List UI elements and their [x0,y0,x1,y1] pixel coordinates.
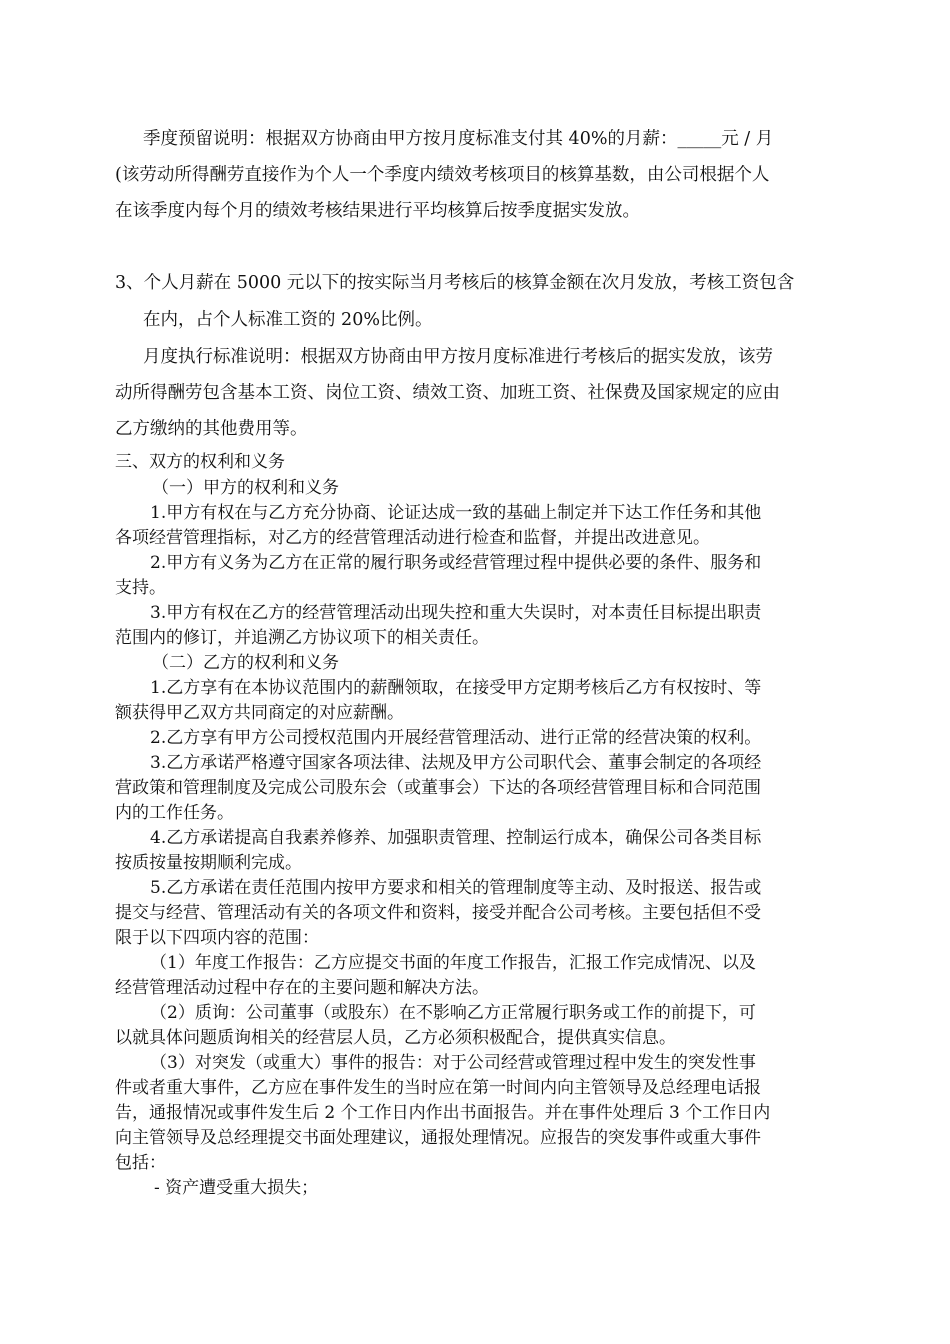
paragraph-line: 各项经营管理指标，对乙方的经营管理活动进行检查和监督，并提出改进意见。 [115,528,710,548]
paragraph-line: 限于以下四项内容的范围： [115,928,319,948]
paragraph-line: 经营管理活动过程中存在的主要问题和解决方法。 [115,978,489,998]
paragraph-line: （1）年度工作报告：乙方应提交书面的年度工作报告，汇报工作完成情况、以及 [150,953,756,973]
paragraph-line: 季度预留说明：根据双方协商由甲方按月度标准支付其 40%的月薪：_____元 / 月 [143,129,774,149]
subsection-heading: （一）甲方的权利和义务 [152,478,339,498]
paragraph-line: 2.甲方有义务为乙方在正常的履行职务或经营管理过程中提供必要的条件、服务和 [150,553,762,573]
paragraph-line: （2）质询：公司董事（或股东）在不影响乙方正常履行职务或工作的前提下，可 [150,1003,756,1023]
paragraph-line: 5.乙方承诺在责任范围内按甲方要求和相关的管理制度等主动、及时报送、报告或 [150,878,762,898]
paragraph-line: 包括： [115,1153,166,1173]
paragraph-line: （3）对突发（或重大）事件的报告：对于公司经营或管理过程中发生的突发性事 [150,1053,756,1073]
paragraph-line: 额获得甲乙双方共同商定的对应薪酬。 [115,703,404,723]
paragraph-line: 按质按量按期顺利完成。 [115,853,302,873]
paragraph-line: 3.甲方有权在乙方的经营管理活动出现失控和重大失误时，对本责任目标提出职责 [150,603,762,623]
paragraph-line: 内的工作任务。 [115,803,234,823]
paragraph-line: 1.乙方享有在本协议范围内的薪酬领取，在接受甲方定期考核后乙方有权按时、等 [150,678,762,698]
paragraph-line: 2.乙方享有甲方公司授权范围内开展经营管理活动、进行正常的经营决策的权利。 [150,728,762,748]
paragraph-line: 3.乙方承诺严格遵守国家各项法律、法规及甲方公司职代会、董事会制定的各项经 [150,753,762,773]
paragraph-line: 件或者重大事件，乙方应在事件发生的当时应在第一时间内向主管领导及总经理电话报 [115,1078,761,1098]
paragraph-line: 告，通报情况或事件发生后 2 个工作日内作出书面报告。并在事件处理后 3 个工作日内 [115,1103,771,1123]
paragraph-line: 乙方缴纳的其他费用等。 [115,419,308,439]
paragraph-line: 在内，占个人标准工资的 20%比例。 [143,310,433,330]
paragraph-line: 向主管领导及总经理提交书面处理建议，通报处理情况。应报告的突发事件或重大事件 [115,1128,761,1148]
paragraph-line: 4.乙方承诺提高自我素养修养、加强职责管理、控制运行成本，确保公司各类目标 [150,828,762,848]
subsection-heading: （二）乙方的权利和义务 [152,653,339,673]
paragraph-line: (该劳动所得酬劳直接作为个人一个季度内绩效考核项目的核算基数，由公司根据个人 [115,165,770,185]
paragraph-line: 支持。 [115,578,166,598]
section-heading: 三、双方的权利和义务 [115,452,285,472]
paragraph-line: 1.甲方有权在与乙方充分协商、论证达成一致的基础上制定并下达工作任务和其他 [150,503,762,523]
paragraph-line: 动所得酬劳包含基本工资、岗位工资、绩效工资、加班工资、社保费及国家规定的应由 [115,383,780,403]
paragraph-line: 在该季度内每个月的绩效考核结果进行平均核算后按季度据实发放。 [115,201,640,221]
paragraph-line: 3、个人月薪在 5000 元以下的按实际当月考核后的核算金额在次月发放，考核工资包含 [115,273,795,293]
paragraph-line: 营政策和管理制度及完成公司股东会（或董事会）下达的各项经营管理目标和合同范围 [115,778,761,798]
list-item: - 资产遭受重大损失； [154,1178,319,1198]
paragraph-line: 月度执行标准说明：根据双方协商由甲方按月度标准进行考核后的据实发放，该劳 [143,347,773,367]
paragraph-line: 范围内的修订，并追溯乙方协议项下的相关责任。 [115,628,489,648]
paragraph-line: 提交与经营、管理活动有关的各项文件和资料，接受并配合公司考核。主要包括但不受 [115,903,761,923]
paragraph-line: 以就具体问题质询相关的经营层人员，乙方必须积极配合，提供真实信息。 [115,1028,676,1048]
